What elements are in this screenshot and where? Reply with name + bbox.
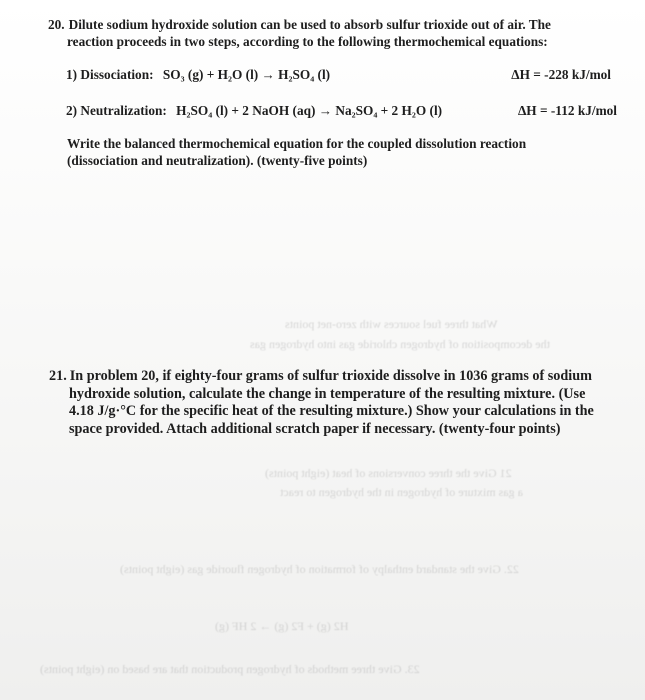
bleed-through-text: 22. Give the standard enthalpy of formation of hydrogen fluoride gas (eight points) xyxy=(120,562,519,576)
question-text: Write the balanced thermochemical equation for the coupled dissolution reaction xyxy=(67,136,527,151)
problem-20-question xyxy=(67,135,567,169)
chemical-equation: SO₃ (g) + H₂O (l) → H₂SO₄ (l) xyxy=(162,67,331,82)
enthalpy-value: ΔH = -112 kJ/mol xyxy=(517,103,617,118)
problem-text: Dilute sodium hydroxide solution can be used to absorb sulfur trioxide out of air. The xyxy=(68,17,551,32)
problem-number: 20. xyxy=(48,17,65,32)
problem-20-statement xyxy=(48,16,608,50)
bleed-through-text: 23. Give three methods of hydrogen production that are based on (eight points) xyxy=(40,662,420,676)
bleed-through-text: the decomposition of hydrogen chloride gas into hydrogen gas xyxy=(250,337,550,351)
question-text: (dissociation and neutralization). (twenty-five points) xyxy=(67,153,368,168)
bleed-through-text: a gas mixture of hydrogen in the hydrogen to react xyxy=(280,485,523,499)
problem-text: In problem 20, if eighty-four grams of sulfur trioxide dissolve in 1036 grams of sodium xyxy=(69,368,592,384)
problem-text: space provided. Attach additional scratch paper if necessary. (twenty-four points) xyxy=(69,420,561,437)
dissociation-equation xyxy=(66,67,611,83)
bleed-through-text: H2 (g) + F2 (g) → 2 HF (g) xyxy=(215,619,349,633)
problem-text: reaction proceeds in two steps, according to the following thermochemical equations: xyxy=(67,34,548,49)
bleed-through-text: What three fuel sources with zero-net points xyxy=(285,317,498,331)
bleed-through-text: 21 Give the three conversions of heat (eight points) xyxy=(265,466,512,480)
problem-number: 21. xyxy=(49,368,67,384)
problem-text: 4.18 J/g·°C for the specific heat of the resulting mixture.) Show your calculations in the xyxy=(69,403,594,419)
problem-text: hydroxide solution, calculate the change in temperature of the resulting mixture. (Use xyxy=(69,385,586,402)
problem-21-statement xyxy=(49,368,624,438)
equation-label: 1) Dissociation: xyxy=(66,67,154,82)
chemical-equation: H₂SO₄ (l) + 2 NaOH (aq) → Na₂SO₄ + 2 H₂O (l) xyxy=(176,103,443,118)
equation-label: 2) Neutralization: xyxy=(66,103,167,118)
neutralization-equation xyxy=(66,103,617,119)
enthalpy-value: ΔH = -228 kJ/mol xyxy=(511,67,611,82)
